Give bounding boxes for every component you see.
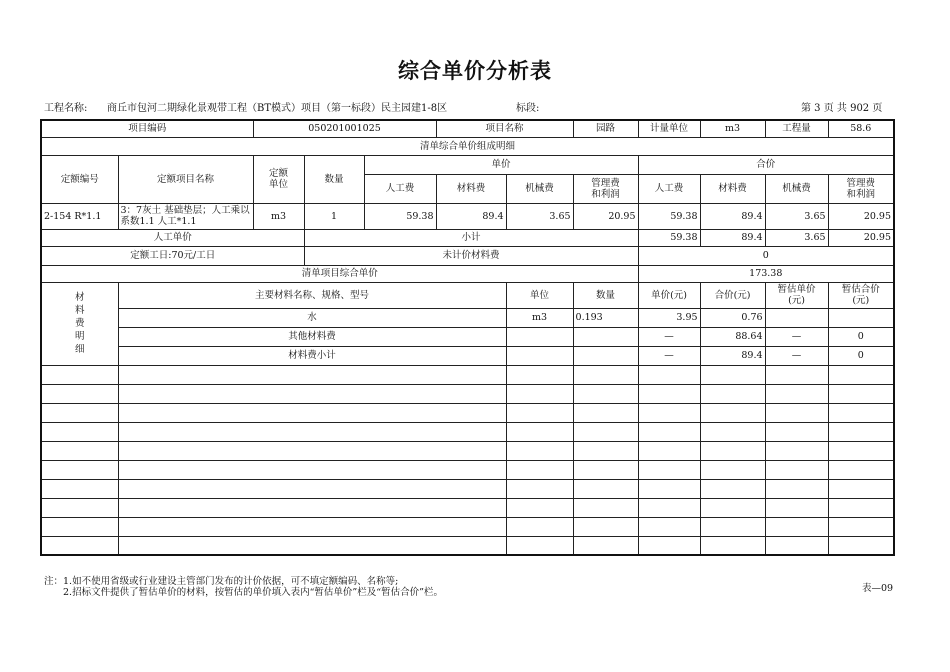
unpriced-label: 未计价材料费 <box>304 246 638 265</box>
material-name: 水 <box>118 308 506 327</box>
unit-price-analysis-table <box>40 119 895 556</box>
material-est-tprice <box>828 308 894 327</box>
item-header-row <box>41 120 894 137</box>
materials-col-est-uprice: 暂估单价 (元) <box>765 282 828 308</box>
col-quota-no: 定额编号 <box>41 155 118 203</box>
material-tprice: 88.64 <box>700 327 765 346</box>
col-quota-unit: 定额 单位 <box>253 155 304 203</box>
material-qty <box>573 346 638 365</box>
quota-no: 2-154 R*1.1 <box>41 203 118 229</box>
unpriced-value: 0 <box>638 246 894 265</box>
footnote-1: 注：1.如不使用省级或行业建设主管部门发布的计价依据，可不填定额编码、名称等; <box>44 576 399 587</box>
material-row <box>41 327 894 346</box>
empty-row <box>41 536 894 555</box>
materials-col-name: 主要材料名称、规格、型号 <box>118 282 506 308</box>
section-label: 标段: <box>516 103 540 114</box>
material-est-tprice: 0 <box>828 346 894 365</box>
empty-row <box>41 517 894 536</box>
quota-unit: m3 <box>253 203 304 229</box>
project-name: 商丘市包河二期绿化景观带工程（BT模式）项目（第一标段）民主园建1-8区 <box>107 103 448 114</box>
workday-label: 定额工日:70元/工日 <box>41 246 304 265</box>
empty-row <box>41 422 894 441</box>
materials-header-row <box>41 282 894 308</box>
item-code-label: 项目编码 <box>41 120 253 137</box>
composite-value: 173.38 <box>638 265 894 282</box>
material-unit <box>506 346 573 365</box>
subtotal-row <box>41 229 894 246</box>
composite-label: 清单项目综合单价 <box>41 265 638 282</box>
col-u-material: 材料费 <box>436 174 506 203</box>
material-qty <box>573 327 638 346</box>
material-uprice: — <box>638 327 700 346</box>
col-t-mgmt: 管理费 和利润 <box>828 174 894 203</box>
material-name: 材料费小计 <box>118 346 506 365</box>
material-tprice: 0.76 <box>700 308 765 327</box>
col-unit-price: 单价 <box>364 155 638 174</box>
col-quota-name: 定额项目名称 <box>118 155 253 203</box>
col-u-machine: 机械费 <box>506 174 573 203</box>
col-total-price: 合价 <box>638 155 894 174</box>
composite-row <box>41 265 894 282</box>
empty-row <box>41 403 894 422</box>
detail-title: 清单综合单价组成明细 <box>41 137 894 155</box>
col-quantity: 数量 <box>304 155 364 203</box>
material-est-tprice: 0 <box>828 327 894 346</box>
material-name: 其他材料费 <box>118 327 506 346</box>
footnotes <box>44 576 443 598</box>
unit-label: 计量单位 <box>638 120 700 137</box>
subtotal-label: 小计 <box>304 229 638 246</box>
col-header-row-1 <box>41 155 894 174</box>
empty-row <box>41 479 894 498</box>
material-uprice: — <box>638 346 700 365</box>
material-row <box>41 346 894 365</box>
material-unit <box>506 327 573 346</box>
quota-t-labor: 59.38 <box>638 203 700 229</box>
item-name-label: 项目名称 <box>436 120 573 137</box>
quota-u-material: 89.4 <box>436 203 506 229</box>
page-info: 第 3 页 共 902 页 <box>801 103 883 114</box>
qty-label: 工程量 <box>765 120 828 137</box>
materials-col-tprice: 合价(元) <box>700 282 765 308</box>
unit-value: m3 <box>700 120 765 137</box>
material-qty: 0.193 <box>573 308 638 327</box>
col-t-labor: 人工费 <box>638 174 700 203</box>
material-row <box>41 308 894 327</box>
project-label: 工程名称: <box>44 103 88 114</box>
detail-title-row <box>41 137 894 155</box>
quota-t-material: 89.4 <box>700 203 765 229</box>
col-u-labor: 人工费 <box>364 174 436 203</box>
empty-row <box>41 365 894 384</box>
material-tprice: 89.4 <box>700 346 765 365</box>
col-t-material: 材料费 <box>700 174 765 203</box>
quota-row <box>41 203 894 229</box>
footnote-2: 2.招标文件提供了暂估单价的材料，按暂估的单价填入表内“暂估单价”栏及“暂估合价”栏。 <box>63 587 443 598</box>
quota-t-mgmt: 20.95 <box>828 203 894 229</box>
col-u-mgmt: 管理费 和利润 <box>573 174 638 203</box>
quota-name: 3：7灰土 基础垫层；人工乘以系数1.1 人工*1.1 <box>118 203 253 229</box>
col-t-machine: 机械费 <box>765 174 828 203</box>
subtotal-material: 89.4 <box>700 229 765 246</box>
quota-t-machine: 3.65 <box>765 203 828 229</box>
materials-col-qty: 数量 <box>573 282 638 308</box>
table-number: 表—09 <box>862 583 894 594</box>
materials-col-unit: 单位 <box>506 282 573 308</box>
quota-u-machine: 3.65 <box>506 203 573 229</box>
page-title: 综合单价分析表 <box>398 59 552 83</box>
item-code: 050201001025 <box>253 120 436 137</box>
labor-price-label: 人工单价 <box>41 229 304 246</box>
materials-side-label: 材 料 费 明 细 <box>41 282 118 365</box>
material-est-uprice: — <box>765 327 828 346</box>
subtotal-labor: 59.38 <box>638 229 700 246</box>
quota-qty: 1 <box>304 203 364 229</box>
quota-u-labor: 59.38 <box>364 203 436 229</box>
subtotal-mgmt: 20.95 <box>828 229 894 246</box>
qty-value: 58.6 <box>828 120 894 137</box>
empty-row <box>41 460 894 479</box>
empty-row <box>41 384 894 403</box>
material-uprice: 3.95 <box>638 308 700 327</box>
subtotal-machine: 3.65 <box>765 229 828 246</box>
quota-u-mgmt: 20.95 <box>573 203 638 229</box>
materials-col-uprice: 单价(元) <box>638 282 700 308</box>
unpriced-row <box>41 246 894 265</box>
materials-col-est-tprice: 暂估合价 (元) <box>828 282 894 308</box>
material-est-uprice: — <box>765 346 828 365</box>
material-est-uprice <box>765 308 828 327</box>
empty-row <box>41 441 894 460</box>
item-name: 园路 <box>573 120 638 137</box>
material-unit: m3 <box>506 308 573 327</box>
empty-row <box>41 498 894 517</box>
